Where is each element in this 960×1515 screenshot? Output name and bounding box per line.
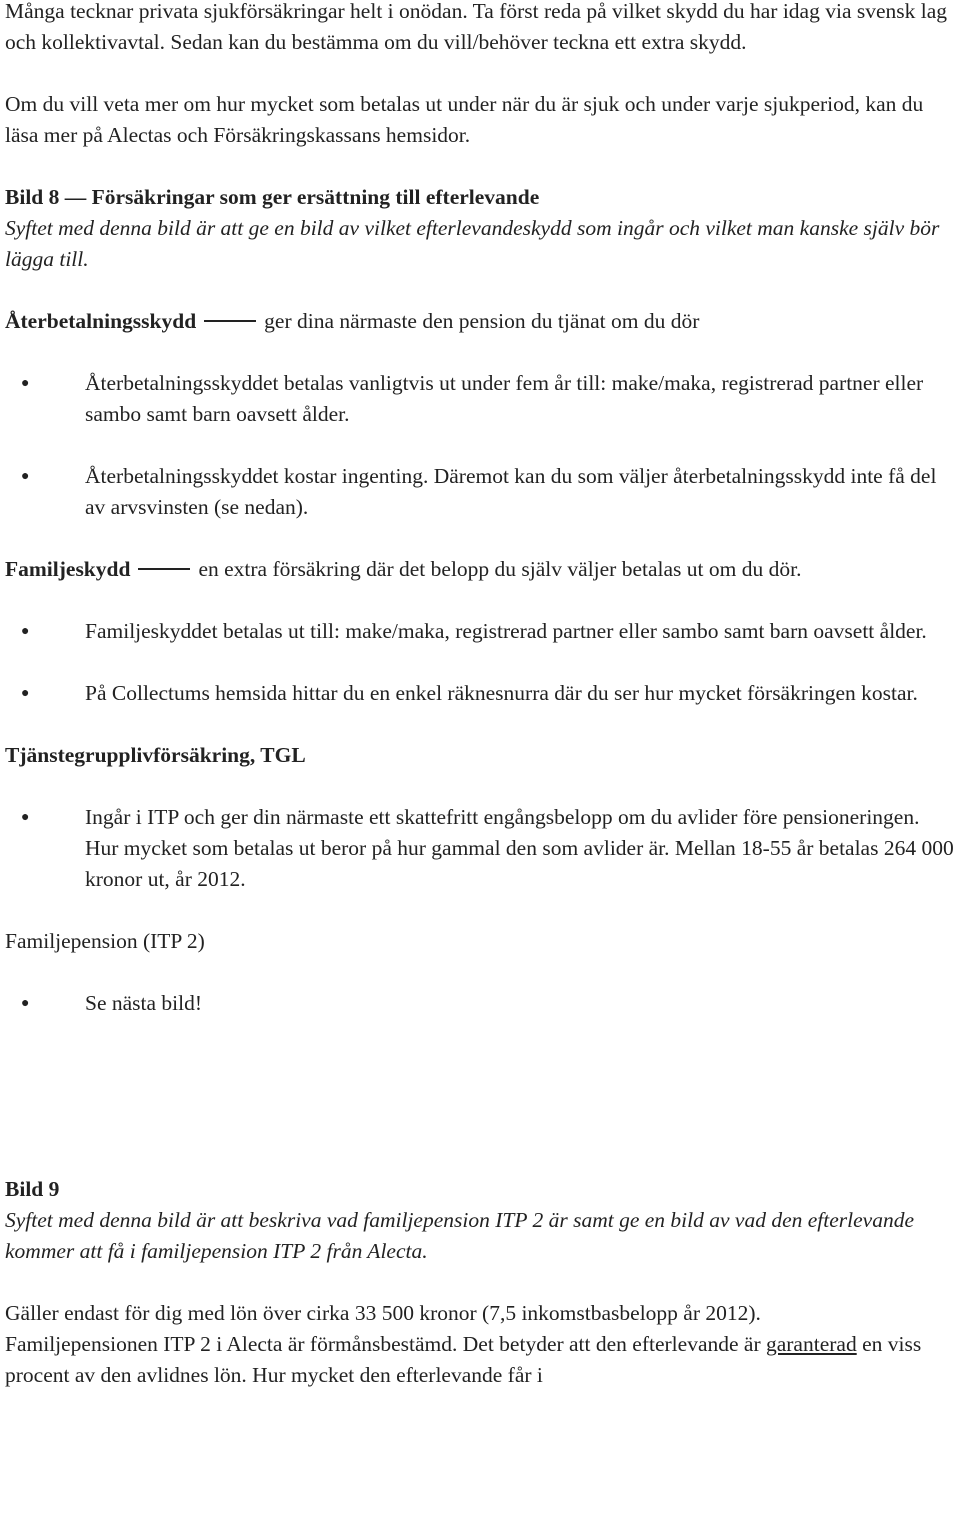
familjeskydd-list	[5, 616, 955, 709]
list-item	[5, 368, 955, 430]
bullet-icon: ●	[21, 686, 30, 701]
bullet-icon: ●	[21, 624, 30, 639]
bild9-paragraph-1: Gäller endast för dig med lön över cirka 33 500 kronor (7,5 inkomstbasbelopp år 2012).	[5, 1301, 761, 1325]
bullet-icon: ●	[21, 376, 30, 391]
list-item	[5, 988, 955, 1019]
bild9-paragraph-2-text-a: Familjepensionen ITP 2 i Alecta är förmånsbestämd. Det betyder att den efterlevande är	[5, 1332, 761, 1356]
list-item	[5, 461, 955, 523]
document-page	[5, 0, 955, 1391]
list-item-text: På Collectums hemsida hittar du en enkel räknesnurra där du ser hur mycket försäkringen kostar.	[85, 681, 918, 705]
bild8-purpose: Syftet med denna bild är att ge en bild av vilket efterlevandeskydd som ingår och vilket man kanske själv bör lägga till.	[5, 216, 940, 271]
familjeskydd-heading	[5, 554, 955, 585]
bullet-icon: ●	[21, 469, 30, 484]
aterbetalning-term: Återbetalningsskydd	[5, 309, 197, 333]
bullet-icon: ●	[21, 996, 30, 1011]
familjepension-list	[5, 988, 955, 1019]
list-item-text: Ingår i ITP och ger din närmaste ett skattefritt engångsbelopp om du avlider före pensioneringen. Hur mycket som betalas ut beror på hur gammal den som avlider är. Mellan 18-55 år betalas 264 000 kronor ut, år 2012.	[85, 805, 954, 891]
aterbetalning-list	[5, 368, 955, 523]
aterbetalning-heading	[5, 306, 955, 337]
list-item-text: Återbetalningsskyddet kostar ingenting. Däremot kan du som väljer återbetalningsskydd inte få del av arvsvinsten (se nedan).	[85, 464, 937, 519]
dash-divider	[138, 568, 190, 570]
list-item-text: Se nästa bild!	[85, 991, 203, 1015]
intro-paragraph-2: Om du vill veta mer om hur mycket som betalas ut under när du är sjuk och under varje sjukperiod, kan du läsa mer på Alectas och Försäkringskassans hemsidor.	[5, 92, 924, 147]
familjepension-heading: Familjepension (ITP 2)	[5, 929, 205, 953]
list-item-text: Familjeskyddet betalas ut till: make/maka, registrerad partner eller sambo samt barn oavsett ålder.	[85, 619, 927, 643]
bild8-title: Bild 8 — Försäkringar som ger ersättning till efterlevande	[5, 185, 540, 209]
aterbetalning-desc: ger dina närmaste den pension du tjänat om du dör	[264, 309, 700, 333]
spacer	[5, 1019, 955, 1174]
list-item	[5, 802, 955, 895]
list-item-text: Återbetalningsskyddet betalas vanligtvis ut under fem år till: make/maka, registrerad partner eller sambo samt barn oavsett ålder.	[85, 371, 924, 426]
bild9-purpose: Syftet med denna bild är att beskriva vad familjepension ITP 2 är samt ge en bild av vad den efterlevande kommer att få i familjepension ITP 2 från Alecta.	[5, 1208, 914, 1263]
intro-paragraph-1: Många tecknar privata sjukförsäkringar helt i onödan. Ta först reda på vilket skydd du har idag via svensk lag och kollektivavtal. Sedan kan du bestämma om du vill/behöver teckna ett extra skydd.	[5, 0, 948, 54]
dash-divider	[204, 320, 256, 322]
tgl-heading: Tjänstegrupplivförsäkring, TGL	[5, 743, 306, 767]
list-item	[5, 678, 955, 709]
bild9-paragraph-2-text-b: en viss procent av den avlidnes lön. Hur mycket den efterlevande får i	[5, 1332, 922, 1387]
bullet-icon: ●	[21, 810, 30, 825]
list-item	[5, 616, 955, 647]
familjeskydd-desc: en extra försäkring där det belopp du själv väljer betalas ut om du dör.	[198, 557, 802, 581]
familjeskydd-term: Familjeskydd	[5, 557, 131, 581]
bild9-paragraph-2	[5, 1329, 955, 1391]
underlined-term: garanterad	[765, 1332, 857, 1356]
bild9-title: Bild 9	[5, 1177, 60, 1201]
tgl-list	[5, 802, 955, 895]
